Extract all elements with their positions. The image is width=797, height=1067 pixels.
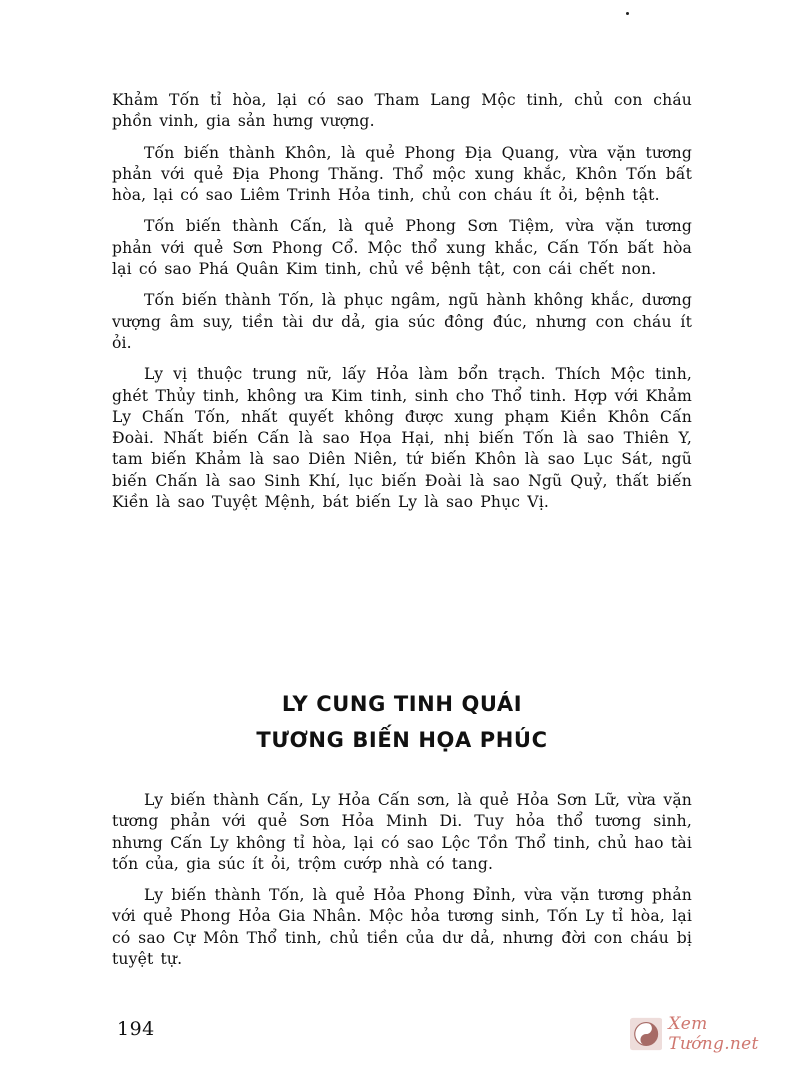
paragraph: Tốn biến thành Khôn, là quẻ Phong Địa Quang, vừa vặn tương phản với quẻ Địa Phong Thăng. Thổ mộc xung khắc, Khôn Tốn bất hòa, lại có sao Liêm Trinh Hỏa tinh, chủ con cháu ít ỏi, bệnh tật.	[112, 143, 692, 205]
paragraph: Tốn biến thành Tốn, là phục ngâm, ngũ hành không khắc, dương vượng âm suy, tiền tài dư dả, gia súc đông đúc, nhưng con cháu ít ỏi.	[112, 291, 692, 352]
section-title	[112, 686, 692, 758]
bottom-text-block	[112, 790, 692, 970]
watermark-text: Xem Tướng.net	[668, 1014, 759, 1054]
print-speck	[626, 12, 629, 15]
paragraph: Ly vị thuộc trung nữ, lấy Hỏa làm bổn trạch. Thích Mộc tinh, ghét Thủy tinh, không ưa Kim tinh, sinh cho Thổ tinh. Hợp với Khảm Ly Chấn Tốn, nhất quyết không được xung phạm Kiền Khôn Cấn Đoài. Nhất biến Cấn là sao Họa Hại, nhị biến Tốn là sao Thiên Y, tam biến Khảm là sao Diên Niên, tứ biến Khôn là sao Lục Sát, ngũ biến Chấn là sao Sinh Khí, lục biến Đoài là sao Ngũ Quỷ, thất biến Kiền là sao Tuyệt Mệnh, bát biến Ly là sao Phục Vị.	[112, 365, 692, 512]
paragraph: Ly biến thành Cấn, Ly Hỏa Cấn sơn, là quẻ Hỏa Sơn Lữ, vừa vặn tương phản với quẻ Sơn Hỏa Minh Di. Tuy hỏa thổ tương sinh, nhưng Cấn Ly không tỉ hòa, lại có sao Lộc Tồn Thổ tinh, chủ hao tài tốn của, gia súc ít ỏi, trộm cướp nhà có tang.	[112, 791, 692, 873]
yin-yang-icon	[630, 1017, 662, 1051]
section-title-line-2: TƯƠNG BIẾN HỌA PHÚC	[256, 728, 548, 752]
paragraph: Khảm Tốn tỉ hòa, lại có sao Tham Lang Mộc tinh, chủ con cháu phồn vinh, gia sản hưng vượng.	[112, 91, 692, 131]
section-title-line-1: LY CUNG TINH QUÁI	[281, 692, 523, 716]
page-number: 194	[117, 1018, 155, 1040]
watermark	[630, 1014, 797, 1054]
top-text-block	[112, 90, 692, 513]
paragraph: Tốn biến thành Cấn, là quẻ Phong Sơn Tiệm, vừa vặn tương phản với quẻ Sơn Phong Cổ. Mộc thổ xung khắc, Cấn Tốn bất hòa lại có sao Phá Quân Kim tinh, chủ về bệnh tật, con cái chết non.	[112, 217, 692, 279]
paragraph: Ly biến thành Tốn, là quẻ Hỏa Phong Đỉnh, vừa vặn tương phản với quẻ Phong Hỏa Gia Nhân. Mộc hỏa tương sinh, Tốn Ly tỉ hòa, lại có sao Cự Môn Thổ tinh, chủ tiền của dư dả, nhưng đời con cháu bị tuyệt tự.	[112, 886, 692, 969]
